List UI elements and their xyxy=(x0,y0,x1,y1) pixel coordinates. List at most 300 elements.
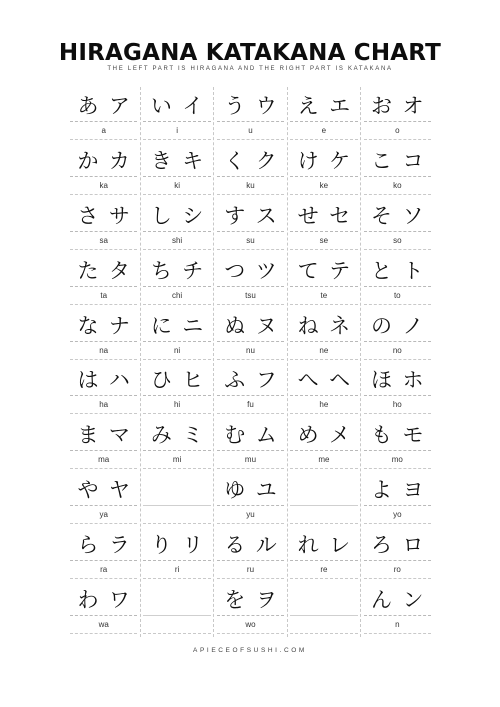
row-separator xyxy=(70,523,137,524)
guide-line xyxy=(290,341,357,342)
katakana-char: タ xyxy=(108,258,130,283)
katakana-char: ヘ xyxy=(329,368,351,393)
kana-pair xyxy=(67,93,140,119)
kana-row xyxy=(67,416,434,471)
romaji-label: ha xyxy=(99,400,109,410)
hiragana-char: ゆ xyxy=(224,478,246,503)
guide-line xyxy=(290,450,357,451)
row-separator xyxy=(70,249,137,250)
katakana-char: サ xyxy=(108,203,130,228)
katakana-char: ト xyxy=(402,258,424,283)
katakana-char: テ xyxy=(329,258,351,283)
romaji-label: mo xyxy=(391,455,403,465)
guide-line xyxy=(143,560,210,561)
guide-line xyxy=(217,341,284,342)
kana-cell xyxy=(140,252,213,307)
guide-line xyxy=(217,121,284,122)
guide-line xyxy=(70,231,137,232)
column-divider xyxy=(360,87,361,637)
romaji-label: se xyxy=(319,235,329,245)
kana-row xyxy=(67,197,434,252)
romaji-label: n xyxy=(395,620,400,630)
kana-cell xyxy=(361,581,434,636)
hiragana-char: ろ xyxy=(371,533,393,558)
guide-line xyxy=(217,395,284,396)
romaji-label: tsu xyxy=(245,290,256,300)
guide-line xyxy=(143,121,210,122)
romaji-label: ru xyxy=(246,565,255,575)
kana-cell xyxy=(287,142,360,197)
katakana-char: ワ xyxy=(108,588,130,613)
romaji-label: ra xyxy=(100,565,108,575)
guide-line xyxy=(143,176,210,177)
romaji-label: mu xyxy=(244,455,257,465)
row-separator xyxy=(143,578,210,579)
romaji-label: so xyxy=(393,235,402,245)
kana-pair xyxy=(140,367,213,393)
katakana-char: ホ xyxy=(402,368,424,393)
row-separator xyxy=(143,523,210,524)
romaji-label: ro xyxy=(393,565,401,575)
katakana-char: ロ xyxy=(402,533,424,558)
kana-pair xyxy=(287,258,360,284)
row-separator xyxy=(290,139,357,140)
katakana-char: コ xyxy=(402,148,424,173)
kana-pair xyxy=(140,93,213,119)
hiragana-char: と xyxy=(371,258,393,283)
kana-pair xyxy=(361,148,434,174)
row-separator xyxy=(364,413,431,414)
guide-line xyxy=(364,176,431,177)
guide-line xyxy=(143,231,210,232)
row-separator xyxy=(364,523,431,524)
hiragana-char: ら xyxy=(77,533,99,558)
hiragana-char: も xyxy=(371,423,393,448)
kana-cell xyxy=(140,361,213,416)
guide-line xyxy=(70,560,137,561)
katakana-char: ミ xyxy=(182,423,204,448)
kana-pair xyxy=(67,313,140,339)
katakana-char: マ xyxy=(108,423,130,448)
romaji-label: o xyxy=(395,126,400,135)
romaji-label: u xyxy=(248,126,253,135)
romaji-label: yu xyxy=(246,510,255,520)
kana-pair xyxy=(214,258,287,284)
guide-line xyxy=(364,341,431,342)
row-separator xyxy=(217,194,284,195)
hiragana-char: ひ xyxy=(150,368,172,393)
romaji-label: re xyxy=(320,565,328,575)
romaji-label: ku xyxy=(246,180,255,190)
row-separator xyxy=(290,249,357,250)
katakana-char: リ xyxy=(182,533,204,558)
kana-pair xyxy=(214,367,287,393)
hiragana-char: ぬ xyxy=(224,313,246,338)
hiragana-char: へ xyxy=(297,368,319,393)
guide-line xyxy=(290,615,357,616)
guide-line xyxy=(217,450,284,451)
kana-cell xyxy=(67,361,140,416)
row-separator xyxy=(290,359,357,360)
katakana-char: ン xyxy=(402,588,424,613)
hiragana-char: る xyxy=(224,533,246,558)
romaji-label: hi xyxy=(173,400,181,410)
kana-cell xyxy=(140,416,213,471)
kana-cell xyxy=(361,197,434,252)
chart-title: HIRAGANA KATAKANA CHART xyxy=(58,40,442,66)
kana-pair xyxy=(67,477,140,503)
katakana-char: オ xyxy=(402,94,424,118)
row-separator xyxy=(364,468,431,469)
romaji-label: mi xyxy=(172,455,182,465)
hiragana-char: ん xyxy=(371,588,393,613)
romaji-label: ki xyxy=(174,180,180,190)
katakana-char: ク xyxy=(255,148,277,173)
guide-line xyxy=(70,505,137,506)
hiragana-char: い xyxy=(150,94,172,118)
hiragana-char: て xyxy=(297,258,319,283)
katakana-char: ツ xyxy=(255,258,277,283)
row-separator xyxy=(217,139,284,140)
kana-cell xyxy=(287,87,360,142)
row-separator xyxy=(217,633,284,634)
guide-line xyxy=(70,341,137,342)
row-separator xyxy=(70,139,137,140)
hiragana-char: す xyxy=(224,203,246,228)
katakana-char: カ xyxy=(108,148,130,173)
kana-pair xyxy=(361,203,434,229)
kana-cell xyxy=(361,307,434,362)
kana-pair xyxy=(361,587,434,613)
hiragana-char: し xyxy=(150,203,172,228)
row-separator xyxy=(217,304,284,305)
row-separator xyxy=(143,413,210,414)
romaji-label: nu xyxy=(246,345,255,355)
row-separator xyxy=(217,468,284,469)
row-separator xyxy=(70,359,137,360)
romaji-label: no xyxy=(392,345,402,355)
kana-pair xyxy=(140,148,213,174)
kana-pair xyxy=(287,313,360,339)
kana-cell xyxy=(361,471,434,526)
kana-cell xyxy=(140,471,213,526)
row-separator xyxy=(217,578,284,579)
kana-cell xyxy=(67,471,140,526)
kana-cell xyxy=(67,307,140,362)
kana-cell xyxy=(361,361,434,416)
column-divider xyxy=(140,87,141,637)
guide-line xyxy=(290,560,357,561)
kana-row xyxy=(67,526,434,581)
row-separator xyxy=(290,468,357,469)
guide-line xyxy=(70,395,137,396)
katakana-char: ヨ xyxy=(402,478,424,503)
kana-grid xyxy=(67,87,434,636)
kana-row xyxy=(67,142,434,197)
kana-cell xyxy=(140,581,213,636)
katakana-char: メ xyxy=(329,423,351,448)
katakana-char: ヲ xyxy=(255,588,277,613)
kana-cell xyxy=(214,361,287,416)
kana-pair xyxy=(140,422,213,448)
guide-line xyxy=(217,176,284,177)
romaji-label: wo xyxy=(245,620,256,630)
romaji-label: na xyxy=(99,345,109,355)
romaji-label: ho xyxy=(392,400,402,410)
katakana-char: ラ xyxy=(108,533,130,558)
kana-pair xyxy=(361,477,434,503)
hiragana-char: を xyxy=(224,588,246,613)
guide-line xyxy=(217,231,284,232)
guide-line xyxy=(143,286,210,287)
katakana-char: ハ xyxy=(108,368,130,393)
kana-pair xyxy=(140,258,213,284)
row-separator xyxy=(364,633,431,634)
romaji-label: te xyxy=(320,290,328,300)
kana-pair xyxy=(287,367,360,393)
katakana-char: ソ xyxy=(402,203,424,228)
hiragana-char: り xyxy=(150,533,172,558)
kana-pair xyxy=(287,422,360,448)
kana-row xyxy=(67,307,434,362)
katakana-char: ノ xyxy=(402,313,424,338)
romaji-label: sa xyxy=(99,235,108,245)
row-separator xyxy=(364,359,431,360)
kana-cell xyxy=(140,526,213,581)
row-separator xyxy=(143,304,210,305)
guide-line xyxy=(290,286,357,287)
kana-pair xyxy=(361,422,434,448)
hiragana-char: は xyxy=(77,368,99,393)
kana-pair xyxy=(67,258,140,284)
row-separator xyxy=(70,633,137,634)
row-separator xyxy=(143,249,210,250)
hiragana-char: た xyxy=(77,258,99,283)
row-separator xyxy=(70,194,137,195)
row-separator xyxy=(70,578,137,579)
kana-pair xyxy=(214,148,287,174)
kana-cell xyxy=(214,416,287,471)
row-separator xyxy=(143,194,210,195)
kana-cell xyxy=(287,471,360,526)
guide-line xyxy=(143,395,210,396)
kana-pair xyxy=(287,532,360,558)
hiragana-char: く xyxy=(224,148,246,173)
kana-pair xyxy=(214,203,287,229)
kana-cell xyxy=(287,361,360,416)
kana-cell xyxy=(67,416,140,471)
guide-line xyxy=(290,231,357,232)
romaji-label: yo xyxy=(393,510,402,520)
kana-row xyxy=(67,581,434,636)
row-separator xyxy=(143,468,210,469)
hiragana-char: む xyxy=(224,423,246,448)
row-separator xyxy=(70,304,137,305)
kana-pair xyxy=(361,93,434,119)
kana-pair xyxy=(214,313,287,339)
guide-line xyxy=(290,176,357,177)
row-separator xyxy=(290,413,357,414)
kana-pair xyxy=(140,532,213,558)
hiragana-char: め xyxy=(297,423,319,448)
romaji-label: ke xyxy=(319,180,329,190)
kana-pair xyxy=(140,313,213,339)
hiragana-char: ね xyxy=(297,313,319,338)
guide-line xyxy=(290,121,357,122)
guide-line xyxy=(290,395,357,396)
hiragana-char: え xyxy=(297,94,319,118)
kana-cell xyxy=(214,526,287,581)
hiragana-char: そ xyxy=(371,203,393,228)
katakana-char: ア xyxy=(108,94,130,118)
romaji-label: a xyxy=(101,126,106,135)
katakana-char: ヤ xyxy=(108,478,130,503)
romaji-label: i xyxy=(176,126,178,135)
hiragana-char: う xyxy=(224,94,246,118)
guide-line xyxy=(143,450,210,451)
katakana-char: ル xyxy=(255,533,277,558)
hiragana-char: わ xyxy=(77,588,99,613)
row-separator xyxy=(364,304,431,305)
guide-line xyxy=(143,505,210,506)
romaji-label: su xyxy=(246,235,255,245)
kana-cell xyxy=(67,252,140,307)
hiragana-char: み xyxy=(150,423,172,448)
kana-row xyxy=(67,361,434,416)
katakana-char: ネ xyxy=(329,313,351,338)
kana-pair xyxy=(361,367,434,393)
row-separator xyxy=(290,578,357,579)
kana-cell xyxy=(287,581,360,636)
hiragana-char: つ xyxy=(224,258,246,283)
kana-pair xyxy=(67,148,140,174)
row-separator xyxy=(70,413,137,414)
guide-line xyxy=(143,341,210,342)
hiragana-char: さ xyxy=(77,203,99,228)
katakana-char: イ xyxy=(182,94,204,118)
hiragana-char: き xyxy=(150,148,172,173)
kana-cell xyxy=(287,416,360,471)
column-divider xyxy=(287,87,288,637)
row-separator xyxy=(364,249,431,250)
guide-line xyxy=(70,450,137,451)
kana-pair xyxy=(287,203,360,229)
guide-line xyxy=(364,505,431,506)
romaji-label: ne xyxy=(319,345,329,355)
kana-cell xyxy=(214,87,287,142)
katakana-char: エ xyxy=(329,94,351,118)
katakana-char: セ xyxy=(329,203,351,228)
romaji-label: shi xyxy=(171,235,183,245)
guide-line xyxy=(364,560,431,561)
kana-cell xyxy=(67,87,140,142)
row-separator xyxy=(143,139,210,140)
katakana-char: ス xyxy=(255,203,277,228)
kana-pair xyxy=(214,422,287,448)
kana-cell xyxy=(287,307,360,362)
katakana-char: ナ xyxy=(108,313,130,338)
romaji-label: ri xyxy=(174,565,180,575)
row-separator xyxy=(364,139,431,140)
katakana-char: ユ xyxy=(255,478,277,503)
kana-pair xyxy=(361,258,434,284)
row-separator xyxy=(364,578,431,579)
chart-subtitle: THE LEFT PART IS HIRAGANA AND THE RIGHT PART IS KATAKANA xyxy=(107,66,393,72)
guide-line xyxy=(364,231,431,232)
row-separator xyxy=(70,468,137,469)
katakana-char: キ xyxy=(182,148,204,173)
kana-cell xyxy=(287,252,360,307)
row-separator xyxy=(364,194,431,195)
kana-row xyxy=(67,252,434,307)
hiragana-char: れ xyxy=(297,533,319,558)
kana-pair xyxy=(67,203,140,229)
hiragana-char: せ xyxy=(297,203,319,228)
romaji-label: e xyxy=(321,126,327,135)
hiragana-char: や xyxy=(77,478,99,503)
kana-row xyxy=(67,87,434,142)
hiragana-char: お xyxy=(371,94,393,118)
kana-cell xyxy=(361,142,434,197)
kana-pair xyxy=(214,587,287,613)
kana-cell xyxy=(67,197,140,252)
kana-pair xyxy=(361,532,434,558)
kana-pair xyxy=(287,93,360,119)
site-footer: APIECEOFSUSHI.COM xyxy=(193,647,307,654)
hiragana-char: ま xyxy=(77,423,99,448)
row-separator xyxy=(217,249,284,250)
romaji-label: ma xyxy=(98,455,110,465)
guide-line xyxy=(364,395,431,396)
guide-line xyxy=(364,286,431,287)
hiragana-char: な xyxy=(77,313,99,338)
kana-cell xyxy=(361,416,434,471)
hiragana-char: よ xyxy=(371,478,393,503)
hiragana-char: に xyxy=(150,313,172,338)
kana-cell xyxy=(214,471,287,526)
kana-cell xyxy=(140,307,213,362)
kana-cell xyxy=(214,197,287,252)
kana-cell xyxy=(361,87,434,142)
kana-cell xyxy=(287,197,360,252)
kana-cell xyxy=(361,526,434,581)
guide-line xyxy=(217,505,284,506)
guide-line xyxy=(364,615,431,616)
kana-pair xyxy=(214,477,287,503)
row-separator xyxy=(217,413,284,414)
romaji-label: wa xyxy=(98,620,109,630)
hiragana-char: こ xyxy=(371,148,393,173)
row-separator xyxy=(143,359,210,360)
kana-cell xyxy=(214,581,287,636)
row-separator xyxy=(290,523,357,524)
katakana-char: ケ xyxy=(329,148,351,173)
kana-pair xyxy=(67,587,140,613)
katakana-char: モ xyxy=(402,423,424,448)
guide-line xyxy=(217,286,284,287)
kana-pair xyxy=(214,532,287,558)
romaji-label: he xyxy=(319,400,329,410)
romaji-label: chi xyxy=(171,290,183,300)
katakana-char: シ xyxy=(182,203,204,228)
kana-cell xyxy=(287,526,360,581)
column-divider xyxy=(213,87,214,637)
row-separator xyxy=(290,304,357,305)
kana-cell xyxy=(140,87,213,142)
romaji-label: ya xyxy=(99,510,108,520)
romaji-label: ni xyxy=(173,345,181,355)
guide-line xyxy=(70,121,137,122)
